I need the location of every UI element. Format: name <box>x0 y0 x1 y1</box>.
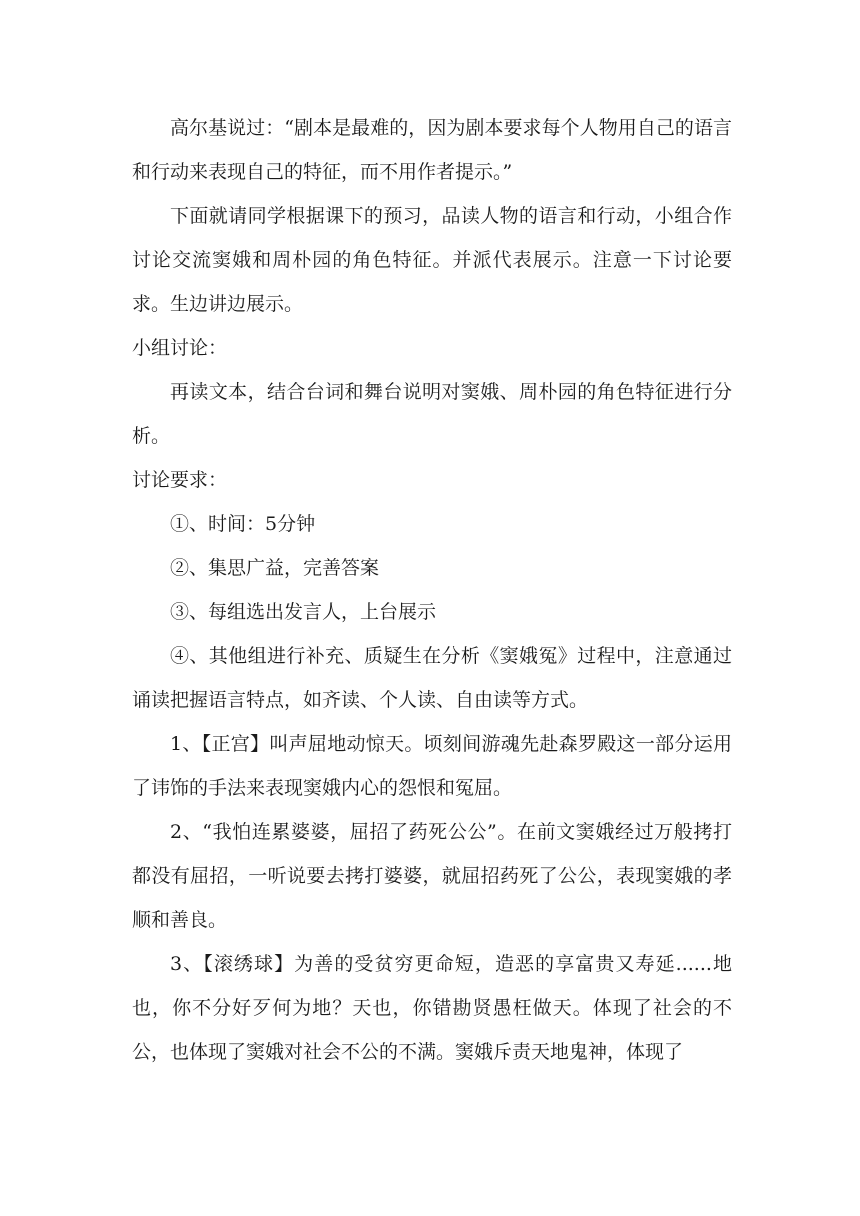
paragraph-reread-text: 再读文本，结合台词和舞台说明对窦娥、周朴园的角色特征进行分析。 <box>132 381 732 447</box>
requirement-item-2: ②、集思广益，完善答案 <box>170 557 380 579</box>
heading-group-discussion: 小组讨论： <box>132 337 228 359</box>
paragraph-instructions: 下面就请同学根据课下的预习，品读人物的语言和行动，小组合作讨论交流窦娥和周朴园的角色特征。并派代表展示。注意一下讨论要求。生边讲边展示。 <box>132 205 732 315</box>
analysis-point-1: 1、【正宫】叫声屈地动惊天。顷刻间游魂先赴森罗殿这一部分运用了讳饰的手法来表现窦娥内心的怨恨和冤屈。 <box>132 733 732 799</box>
requirement-item-3: ③、每组选出发言人，上台展示 <box>170 601 437 623</box>
analysis-point-2: 2、“我怕连累婆婆，屈招了药死公公”。在前文窦娥经过万般拷打都没有屈招，一听说要去拷打婆婆，就屈招药死了公公，表现窦娥的孝顺和善良。 <box>132 821 732 931</box>
requirement-item-1: ①、时间：5分钟 <box>170 513 316 535</box>
analysis-point-3: 3、【滚绣球】为善的受贫穷更命短，造恶的享富贵又寿延......地也，你不分好歹何为地？天也，你错勘贤愚枉做天。体现了社会的不公，也体现了窦娥对社会不公的不满。窦娥斥责天地鬼神，体现了 <box>132 953 732 1063</box>
heading-discussion-requirements: 讨论要求： <box>132 469 228 491</box>
paragraph-gorky-quote: 高尔基说过：“剧本是最难的，因为剧本要求每个人物用自己的语言和行动来表现自己的特征，而不用作者提示。” <box>132 117 732 183</box>
requirement-item-4: ④、其他组进行补充、质疑生在分析《窦娥冤》过程中，注意通过诵读把握语言特点，如齐读、个人读、自由读等方式。 <box>132 645 732 711</box>
document-page <box>132 106 732 1074</box>
